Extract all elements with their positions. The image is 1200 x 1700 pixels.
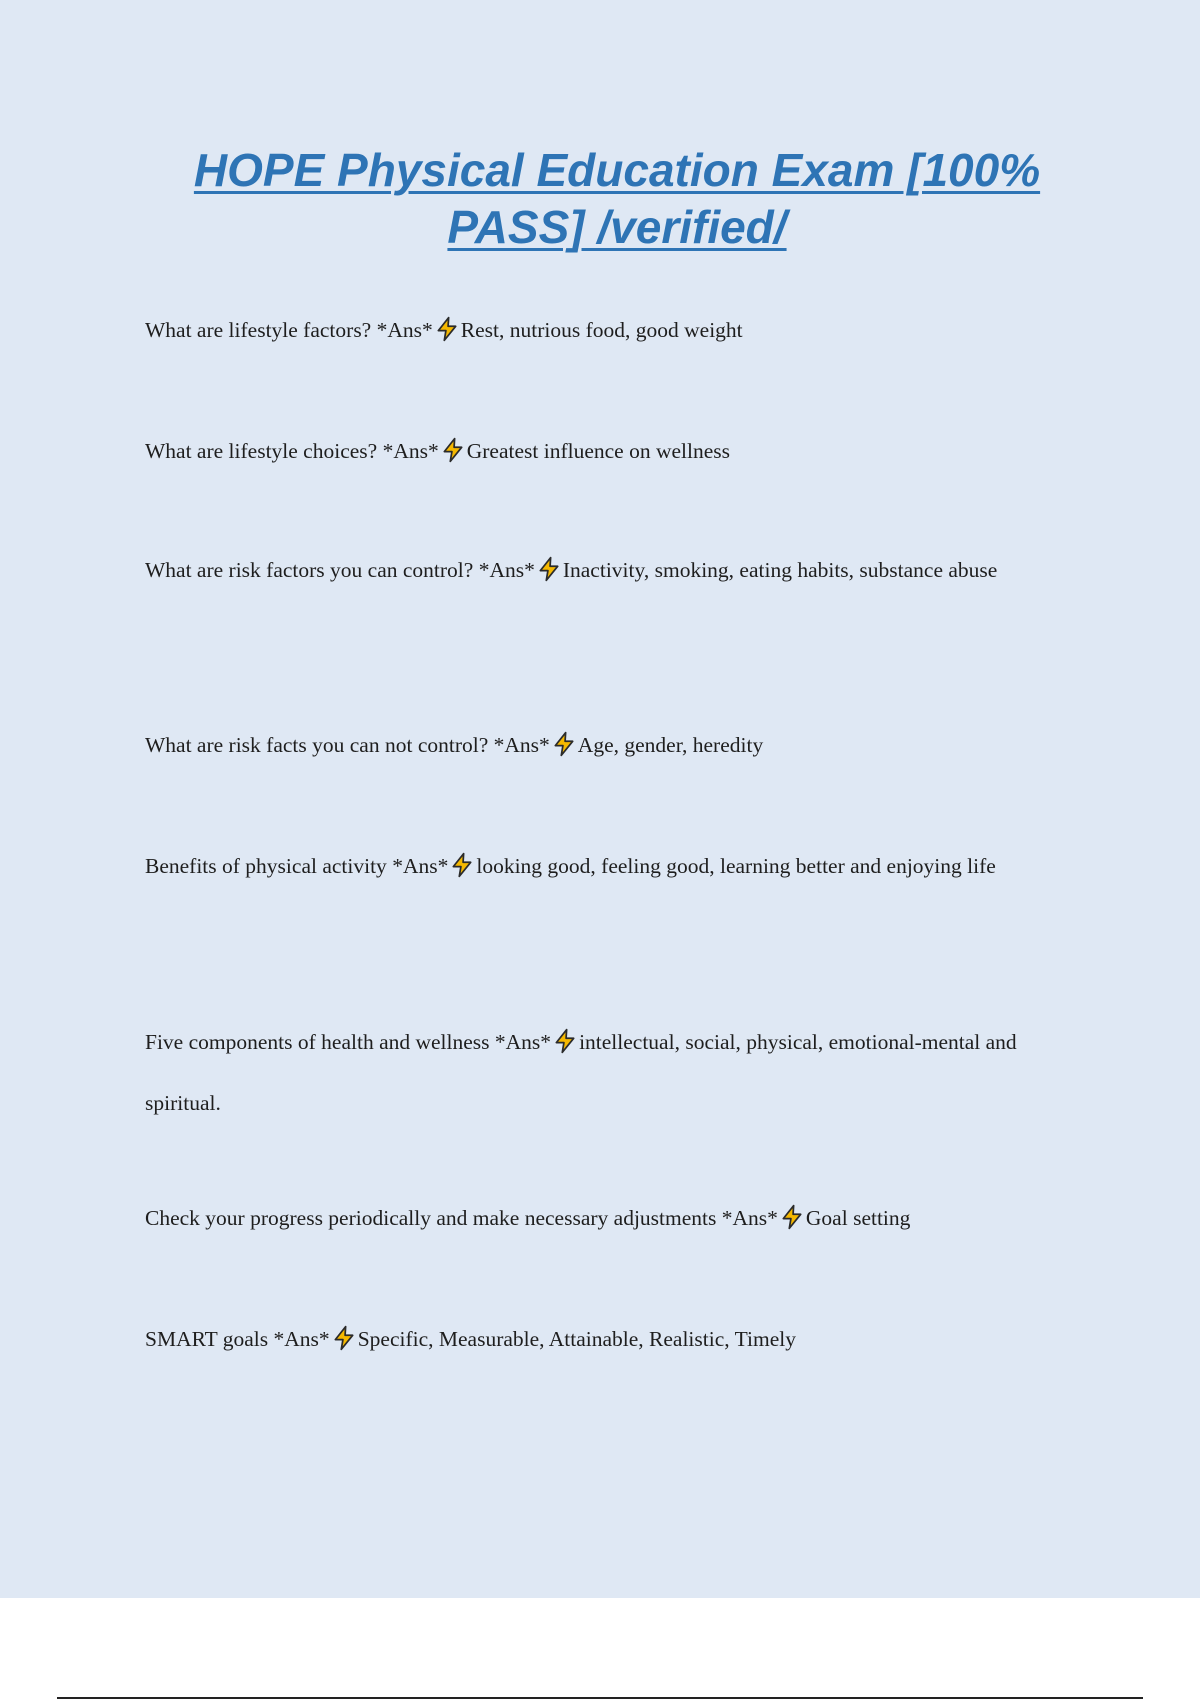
qa-item <box>145 300 1095 361</box>
answer-text: Specific, Measurable, Attainable, Realistic, Timely <box>357 1327 796 1351</box>
qa-item <box>145 715 1095 776</box>
lightning-bolt-icon <box>536 556 562 582</box>
document-title[interactable]: HOPE Physical Education Exam [100% PASS] /verified/ <box>193 144 1041 253</box>
question-text: SMART goals <box>145 1327 269 1351</box>
answer-marker: *Ans* <box>493 733 550 757</box>
lightning-bolt-icon <box>552 1028 578 1054</box>
qa-item <box>145 540 1095 601</box>
question-text: Benefits of physical activity <box>145 854 387 878</box>
lightning-bolt-icon <box>440 437 466 463</box>
answer-marker: *Ans* <box>273 1327 330 1351</box>
answer-text: Inactivity, smoking, eating habits, substance abuse <box>562 558 998 582</box>
qa-item <box>145 1012 1095 1134</box>
question-text: Check your progress periodically and make necessary adjustments <box>145 1206 717 1230</box>
question-text: What are risk facts you can not control? <box>145 733 489 757</box>
qa-item <box>145 836 1095 897</box>
question-text: Five components of health and wellness <box>145 1030 490 1054</box>
lightning-bolt-icon <box>434 316 460 342</box>
answer-marker: *Ans* <box>392 854 449 878</box>
answer-text: looking good, feeling good, learning better and enjoying life <box>476 854 996 878</box>
answer-marker: *Ans* <box>494 1030 552 1054</box>
question-text: What are lifestyle factors? <box>145 318 372 342</box>
answer-marker: *Ans* <box>376 318 433 342</box>
question-text: What are risk factors you can control? <box>145 558 474 582</box>
answer-marker: *Ans* <box>721 1206 778 1230</box>
qa-item <box>145 421 1095 482</box>
answer-text: Greatest influence on wellness <box>466 439 731 463</box>
lightning-bolt-icon <box>779 1204 805 1230</box>
answer-text: Goal setting <box>805 1206 911 1230</box>
question-text: What are lifestyle choices? <box>145 439 378 463</box>
answer-marker: *Ans* <box>382 439 439 463</box>
answer-marker: *Ans* <box>478 558 535 582</box>
answer-text: intellectual, social, physical, emotional-mental and spiritual. <box>145 1030 1017 1115</box>
lightning-bolt-icon <box>449 852 475 878</box>
qa-item <box>145 1309 1095 1370</box>
qa-item <box>145 1188 1095 1249</box>
lightning-bolt-icon <box>331 1325 357 1351</box>
answer-text: Age, gender, heredity <box>577 733 764 757</box>
answer-text: Rest, nutrious food, good weight <box>460 318 743 342</box>
lightning-bolt-icon <box>551 731 577 757</box>
footer-divider <box>57 1697 1143 1699</box>
